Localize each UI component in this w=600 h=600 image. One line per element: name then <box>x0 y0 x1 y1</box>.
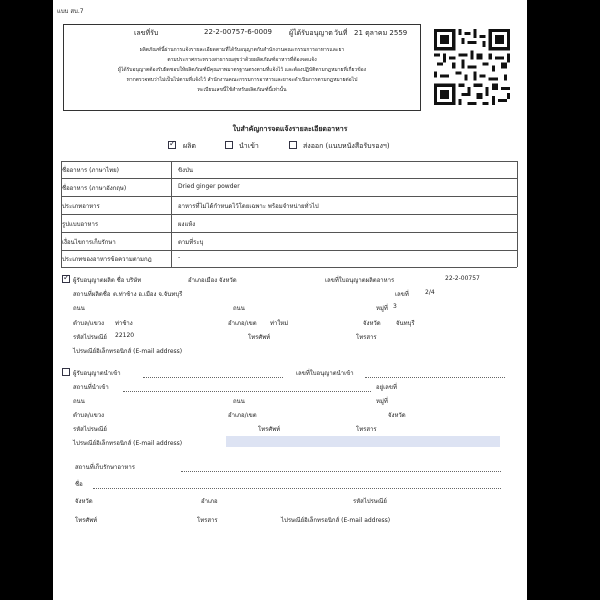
table-divider <box>61 178 517 179</box>
option-label: ผลิต <box>183 142 196 150</box>
document-title: ใบสำคัญการจดแจ้งรายละเอียดอาหาร <box>232 125 348 133</box>
table-divider <box>61 232 517 233</box>
form-code: แบบ สบ.7 <box>57 8 84 15</box>
permit-no-label: เลขที่ใบอนุญาตผลิตอาหาร <box>325 277 395 284</box>
notice-line: ทะเบียนเลขนี้ใช้สำหรับผลิตภัณฑ์นี้เท่านั้น <box>197 87 287 93</box>
district-label: อำเภอ/เขต <box>228 320 257 327</box>
ref-number: 22-2-00757-6-0009 <box>204 28 273 36</box>
import-owner-label: ผู้รับอนุญาตนำเข้า <box>73 370 121 377</box>
import-road-label: ถนน <box>73 398 85 405</box>
import-moo-label: หมู่ที่ <box>376 398 388 405</box>
import-fax-label: โทรสาร <box>356 426 377 433</box>
import-checkbox[interactable] <box>62 368 70 376</box>
phone-label: โทรศัพท์ <box>248 334 271 341</box>
house-no-label: เลขที่ <box>395 291 409 298</box>
food-type-value: - <box>178 254 181 261</box>
storage-province-label: จังหวัด <box>75 498 93 505</box>
postcode: 22120 <box>115 332 135 339</box>
table-divider <box>61 161 517 162</box>
road-label-2: ถนน <box>233 305 245 312</box>
place-label: สถานที่ผลิตชื่อ <box>73 291 111 298</box>
storage-fax-label: โทรสาร <box>197 517 218 524</box>
import-permit-label: เลขที่ใบอนุญาตนำเข้า <box>296 370 354 377</box>
header-box <box>63 24 421 111</box>
import-house-label: อยู่เลขที่ <box>376 384 397 391</box>
place-value: ต.ท่าช้าง อ.เมือง จ.จันทบุรี <box>113 291 183 298</box>
option-checkbox-produce[interactable] <box>168 141 176 149</box>
option-checkbox-export[interactable] <box>289 141 297 149</box>
field-label: ประเภทของอาหารข้อความตามกฎ <box>62 256 152 263</box>
date-label: วันที่ <box>334 29 348 37</box>
import-postcode-label: รหัสไปรษณีย์ <box>73 426 107 433</box>
table-border <box>61 161 62 267</box>
district: ท่าใหม่ <box>270 320 289 327</box>
import-email-label: ไปรษณีย์อิเล็กทรอนิกส์ (E-mail address) <box>73 440 183 447</box>
import-place-label: สถานที่นำเข้า <box>73 384 109 391</box>
ref-label: เลขที่รับ <box>134 29 159 37</box>
permit-owner-label: ผู้รับอนุญาตผลิต ชื่อ บริษัท <box>73 277 142 284</box>
food-category: อาหารที่ไม่ได้กำหนดไว้โดยเฉพาะ พร้อมจำหน่ายทั่วไป <box>178 203 319 210</box>
subdistrict: ท่าช้าง <box>115 320 133 327</box>
permit-no: 22-2-00757 <box>445 275 480 282</box>
import-permit-input[interactable] <box>365 377 505 378</box>
table-divider <box>61 267 517 268</box>
import-place-input[interactable] <box>123 391 371 392</box>
notice-text <box>70 45 414 95</box>
table-divider <box>171 161 172 267</box>
province-label: จังหวัด <box>363 320 381 327</box>
house-no: 2/4 <box>425 289 435 296</box>
road-label: ถนน <box>73 305 85 312</box>
storage-name-label: ชื่อ <box>75 481 83 488</box>
import-subdistrict-label: ตำบล/แขวง <box>73 412 105 419</box>
subdistrict-label: ตำบล/แขวง <box>73 320 105 327</box>
field-label: ชื่ออาหาร (ภาษาไทย) <box>62 167 119 174</box>
storage-phone-label: โทรศัพท์ <box>75 517 98 524</box>
notice-line: ผลิตภัณฑ์นี้ผ่านการแจ้งรายละเอียดตามที่ได้รับอนุญาตกับสำนักงานคณะกรรมการอาหารและยา <box>139 47 345 53</box>
field-label: รูปแบบอาหาร <box>62 221 99 228</box>
import-province-label: จังหวัด <box>388 412 406 419</box>
storage-condition: ตามที่ระบุ <box>178 239 204 246</box>
import-road-label-2: ถนน <box>233 398 245 405</box>
import-email-input[interactable] <box>226 436 500 447</box>
import-owner-input[interactable] <box>143 377 283 378</box>
storage-name-input[interactable] <box>93 488 501 489</box>
option-label: ส่งออก (แนบหนังสือรับรองฯ) <box>303 142 390 150</box>
food-name-en: Dried ginger powder <box>178 183 240 190</box>
storage-place-label: สถานที่เก็บรักษาอาหาร <box>75 464 135 471</box>
table-border <box>517 161 518 267</box>
import-phone-label: โทรศัพท์ <box>258 426 281 433</box>
fax-label: โทรสาร <box>356 334 377 341</box>
notice-line: หากตรวจพบว่าไม่เป็นไปตามที่แจ้งไว้ สำนักงานคณะกรรมการอาหารและยาจะดำเนินการตามกฎหมายต่อไป <box>126 77 358 83</box>
qr-code <box>434 29 510 105</box>
field-label: ประเภทอาหาร <box>62 203 100 210</box>
postcode-label: รหัสไปรษณีย์ <box>73 334 107 341</box>
permit-checkbox[interactable] <box>62 275 70 283</box>
issued-label: ผู้ได้รับอนุญาต <box>289 29 333 37</box>
notice-line: ตามประกาศกระทรวงสาธารณสุขว่าด้วยผลิตภัณฑ์อาหารที่ต้องจดแจ้ง <box>167 57 317 63</box>
food-name-th: ขิงป่น <box>178 167 193 174</box>
table-divider <box>61 250 517 251</box>
table-divider <box>61 196 517 197</box>
storage-place-input[interactable] <box>181 471 501 472</box>
province: จันทบุรี <box>396 320 415 327</box>
notice-line: ผู้ได้รับอนุญาตต้องรับผิดชอบให้ผลิตภัณฑ์มีคุณภาพมาตรฐานตรงตามที่แจ้งไว้ และต้องปฏิบัติตามกฎหมายที่เกี่ยวข้อง <box>117 67 367 73</box>
field-label: เงื่อนไขการเก็บรักษา <box>62 239 116 246</box>
storage-district-label: อำเภอ <box>201 498 218 505</box>
email-label: ไปรษณีย์อิเล็กทรอนิกส์ (E-mail address) <box>73 348 183 355</box>
import-district-label: อำเภอ/เขต <box>228 412 257 419</box>
storage-email-label: ไปรษณีย์อิเล็กทรอนิกส์ (E-mail address) <box>281 517 391 524</box>
moo: 3 <box>393 303 397 310</box>
food-form: ผงแห้ง <box>178 221 196 228</box>
field-label: ชื่ออาหาร (ภาษาอังกฤษ) <box>62 185 127 192</box>
moo-label: หมู่ที่ <box>376 305 388 312</box>
option-checkbox-import[interactable] <box>225 141 233 149</box>
issue-date: 21 ตุลาคม 2559 <box>354 29 408 37</box>
permit-owner-value: อำเภอเมือง จังหวัด <box>188 277 237 284</box>
storage-postcode-label: รหัสไปรษณีย์ <box>353 498 387 505</box>
option-label: นำเข้า <box>239 142 259 150</box>
table-divider <box>61 214 517 215</box>
document-page <box>53 0 527 600</box>
